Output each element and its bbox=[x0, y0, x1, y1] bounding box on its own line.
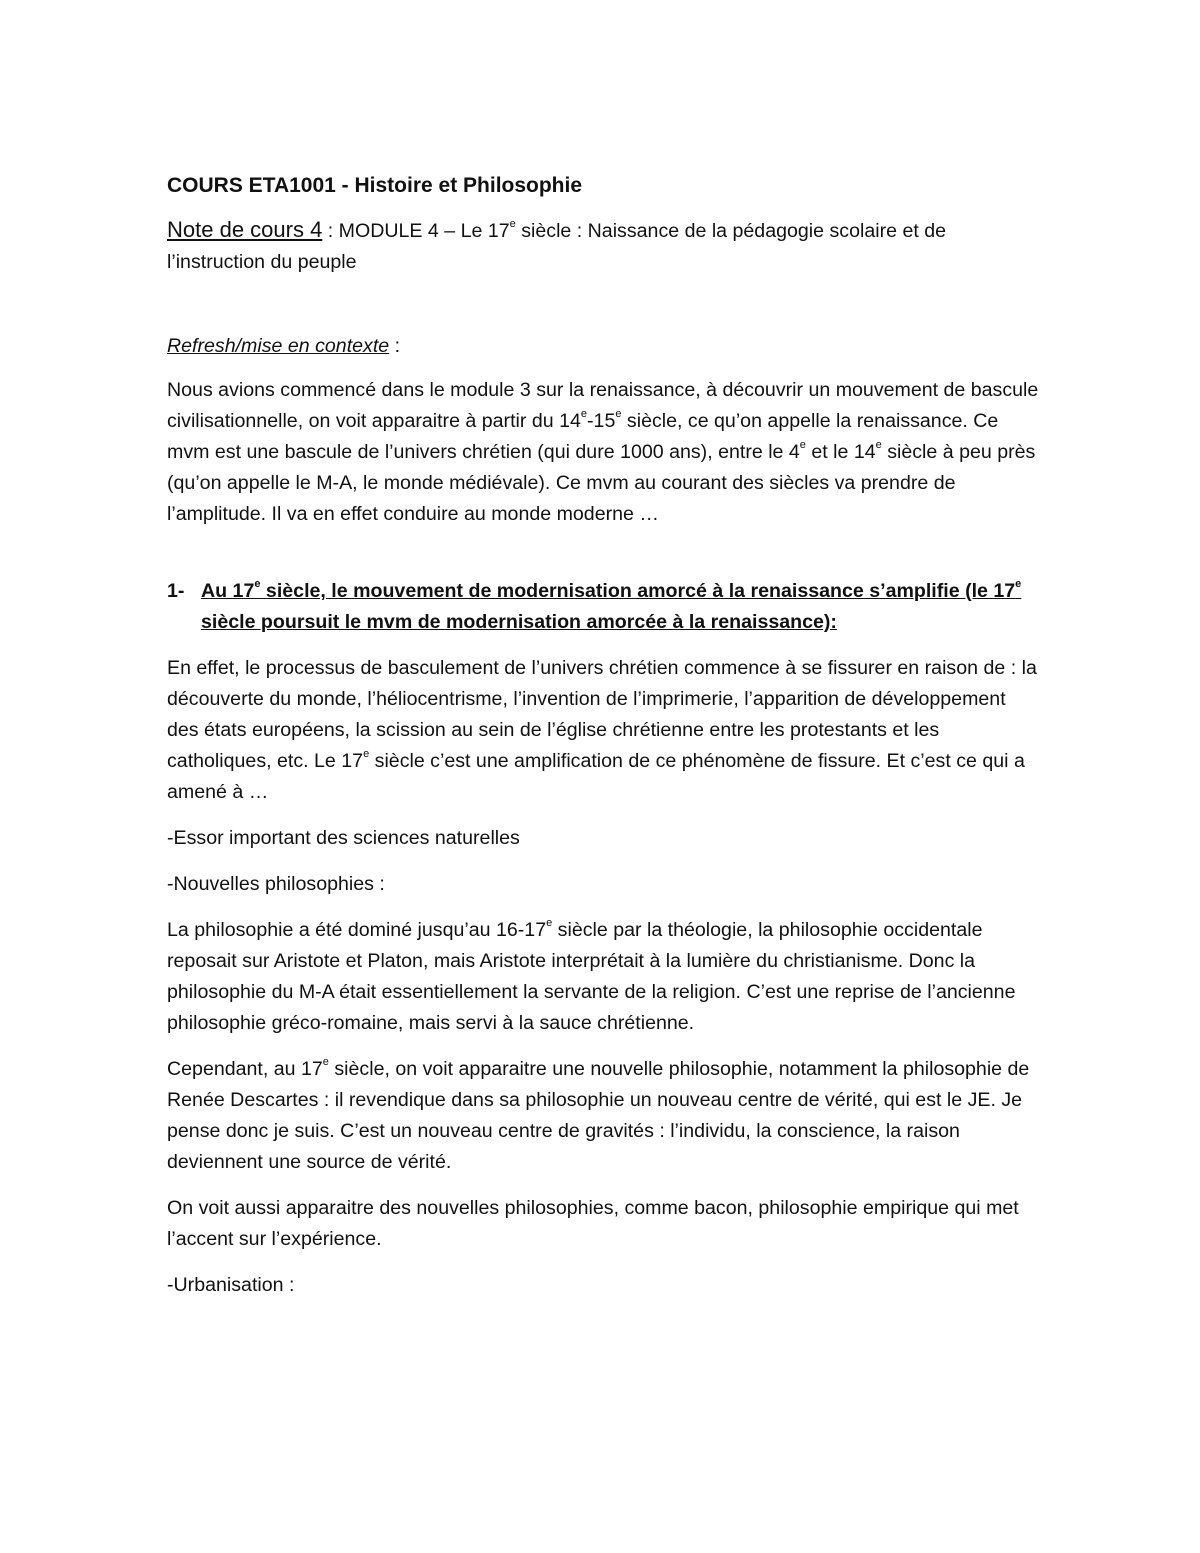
text-run: siècle c’est une amplification de ce phénomène de fissure. Et c’est ce qui a amené à … bbox=[167, 750, 1025, 803]
note-heading bbox=[167, 214, 1042, 278]
superscript: e bbox=[799, 439, 806, 452]
descartes-paragraph bbox=[167, 1054, 1042, 1178]
text-run: siècle, le mouvement de modernisation amorcé à la renaissance s’amplifie (le 17 bbox=[260, 580, 1016, 602]
text-run: siècle par la théologie, la philosophie occidentale reposait sur Aristote et Platon, mais Aristote interprétait à la lumière du christianisme. Donc la philosophie du M-A était essentiellement la servante de la religion. C’est une reprise de l’ancienne philosophie gréco-romaine, mais servi à la sauce chrétienne. bbox=[167, 919, 1016, 1034]
effet-paragraph bbox=[167, 653, 1042, 808]
philosophy-paragraph bbox=[167, 915, 1042, 1039]
text-run: Au 17 bbox=[201, 580, 255, 602]
superscript: e bbox=[254, 578, 261, 591]
module-title-part: siècle : Naissance de la pédagogie scolaire et de l’instruction du peuple bbox=[167, 220, 947, 273]
text-run: siècle, ce qu’on appelle la renaissance. Ce mvm est une bascule de l’univers chrétien (qui dure 1000 ans), entre le 4 bbox=[167, 410, 999, 463]
intro-paragraph bbox=[167, 375, 1042, 530]
module-title-part: MODULE 4 – Le 17 bbox=[338, 220, 510, 242]
document-title: COURS ETA1001 - Histoire et Philosophie bbox=[167, 174, 583, 197]
text-run: En effet, le processus de basculement de l’univers chrétien commence à se fissurer en raison de : la découverte du monde, l’héliocentrisme, l’invention de l’imprimerie, l’apparition de développement des états européens, la scission au sein de l’église chrétienne entre les protestants et les catholiques, etc. Le 17 bbox=[167, 657, 1037, 772]
list-item-urbanisation: -Urbanisation : bbox=[167, 1274, 295, 1296]
section-heading-1 bbox=[167, 576, 1042, 638]
text-run: Nous avions commencé dans le module 3 sur la renaissance, à découvrir un mouvement de bascule civilisationnelle, on voit apparaitre à partir du 14 bbox=[167, 379, 1039, 432]
text-run: et le 14 bbox=[805, 441, 876, 463]
note-label: Note de cours 4 bbox=[167, 217, 323, 242]
text-run: -15 bbox=[587, 410, 616, 432]
superscript: e bbox=[1015, 578, 1022, 591]
superscript: e bbox=[363, 748, 370, 761]
text-run: La philosophie a été dominé jusqu’au 16-17 bbox=[167, 919, 547, 941]
superscript: e bbox=[580, 408, 588, 421]
bacon-paragraph: On voit aussi apparaitre des nouvelles philosophies, comme bacon, philosophie empirique qui met l’accent sur l’expérience. bbox=[167, 1197, 1019, 1250]
document-body bbox=[167, 170, 1042, 1301]
superscript: e bbox=[546, 917, 553, 930]
refresh-heading bbox=[167, 331, 1042, 362]
section-number: 1- bbox=[167, 580, 185, 602]
section-title bbox=[201, 576, 1042, 638]
text-run: Cependant, au 17 bbox=[167, 1058, 323, 1080]
list-item-essor: -Essor important des sciences naturelles bbox=[167, 827, 520, 849]
text-run: siècle, on voit apparaitre une nouvelle philosophie, notamment la philosophie de Renée Descartes : il revendique dans sa philosophie un nouveau centre de vérité, qui est le JE. Je pense donc je suis. C’est un nouveau centre de gravités : l’individu, la conscience, la raison deviennent une source de vérité. bbox=[167, 1058, 1030, 1173]
superscript: e bbox=[322, 1056, 329, 1069]
text-run: siècle à peu près (qu’on appelle le M-A, le monde médiévale). Ce mvm au courant des siècles va prendre de l’amplitude. Il va en effet conduire au monde moderne … bbox=[167, 441, 1036, 525]
text-run: siècle poursuit le mvm de modernisation amorcée à la renaissance): bbox=[201, 611, 837, 633]
refresh-label: Refresh/mise en contexte bbox=[167, 335, 390, 357]
refresh-separator: : bbox=[389, 335, 401, 357]
superscript: e bbox=[509, 218, 516, 231]
list-item-philosophies: -Nouvelles philosophies : bbox=[167, 873, 385, 895]
superscript: e bbox=[615, 408, 622, 421]
note-separator: : bbox=[322, 220, 339, 242]
superscript: e bbox=[875, 439, 882, 452]
